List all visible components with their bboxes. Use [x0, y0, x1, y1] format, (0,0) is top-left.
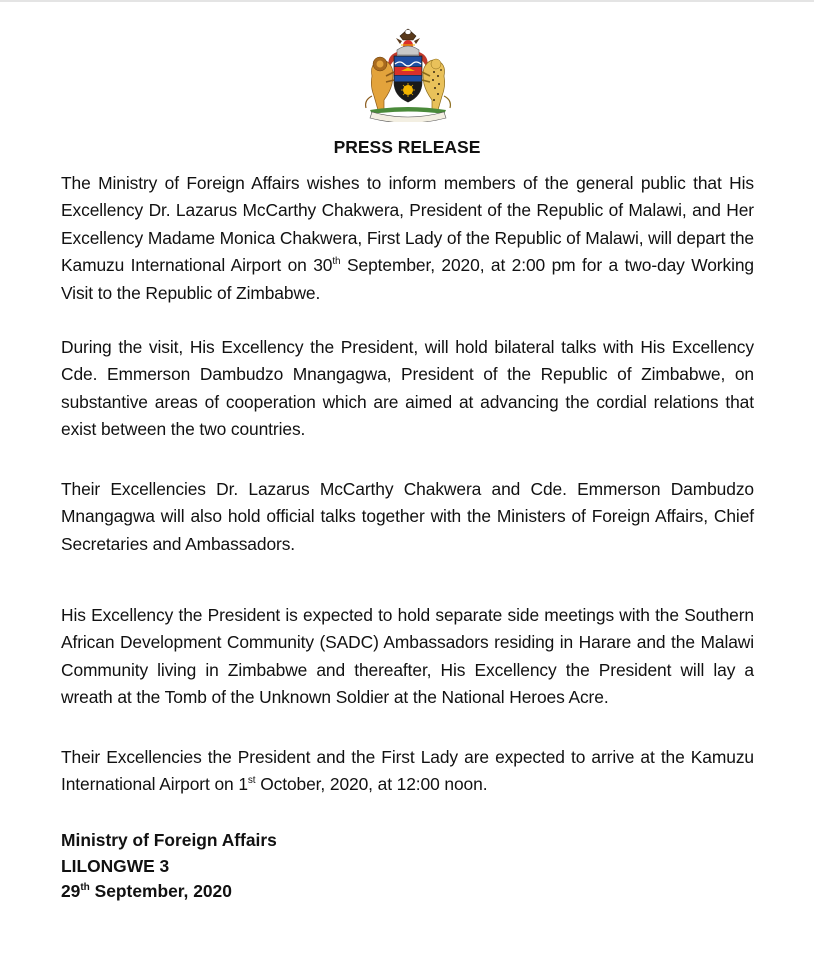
issuer-name: Ministry of Foreign Affairs	[61, 830, 277, 850]
issue-date-day: 29	[61, 881, 81, 901]
paragraph-departure-text-end: September, 2020, at 2:00 pm for a two-day Working Visit to the Republic of Zimbabwe.	[61, 255, 755, 303]
issuer-location: LILONGWE 3	[61, 855, 170, 876]
malawi-coat-of-arms-icon	[356, 26, 460, 122]
issue-date	[61, 879, 561, 905]
ordinal-suffix: st	[247, 775, 256, 787]
page-title: PRESS RELEASE	[333, 137, 481, 157]
issue-date-rest: September, 2020	[89, 881, 232, 901]
paragraph-departure-text: The Ministry of Foreign Affairs wishes to inform members of the general public that His Excellency Dr. Lazarus McCarthy Chakwera, President of the Republic of Malawi, and Her Excellency Madame Monica Chakwera, First Lady of the Republic of Malawi, will depart the Kamuzu International Airport on 30	[61, 173, 754, 276]
paragraph-departure	[61, 170, 754, 307]
ordinal-suffix: th	[332, 256, 341, 268]
paragraph-bilateral-talks: During the visit, His Excellency the President, will hold bilateral talks with His Excellency Cde. Emmerson Dambudzo Mnangagwa, President of the Republic of Zimbabwe, on substantive areas of cooperation which are aimed at advancing the cordial relations that exist between the two countries.	[61, 337, 754, 440]
top-border	[0, 0, 814, 2]
paragraph-arrival-text-end: October, 2020, at 12:00 noon.	[255, 774, 488, 795]
signature-block	[61, 828, 561, 905]
paragraph-official-talks: Their Excellencies Dr. Lazarus McCarthy Chakwera and Cde. Emmerson Dambudzo Mnangagwa will also hold official talks together with the Ministers of Foreign Affairs, Chief Secretaries and Ambassadors.	[61, 479, 754, 554]
paragraph-side-meetings: His Excellency the President is expected to hold separate side meetings with the Southern African Development Community (SADC) Ambassadors residing in Harare and the Malawi Community living in Zimbabwe and thereafter, His Excellency the President will lay a wreath at the Tomb of the Unknown Soldier at the National Heroes Acre.	[61, 605, 754, 708]
ordinal-suffix: th	[80, 882, 90, 894]
paragraph-arrival-text: Their Excellencies the President and the First Lady are expected to arrive at the Kamuzu International Airport on 1	[61, 747, 754, 795]
paragraph-arrival	[61, 744, 754, 799]
